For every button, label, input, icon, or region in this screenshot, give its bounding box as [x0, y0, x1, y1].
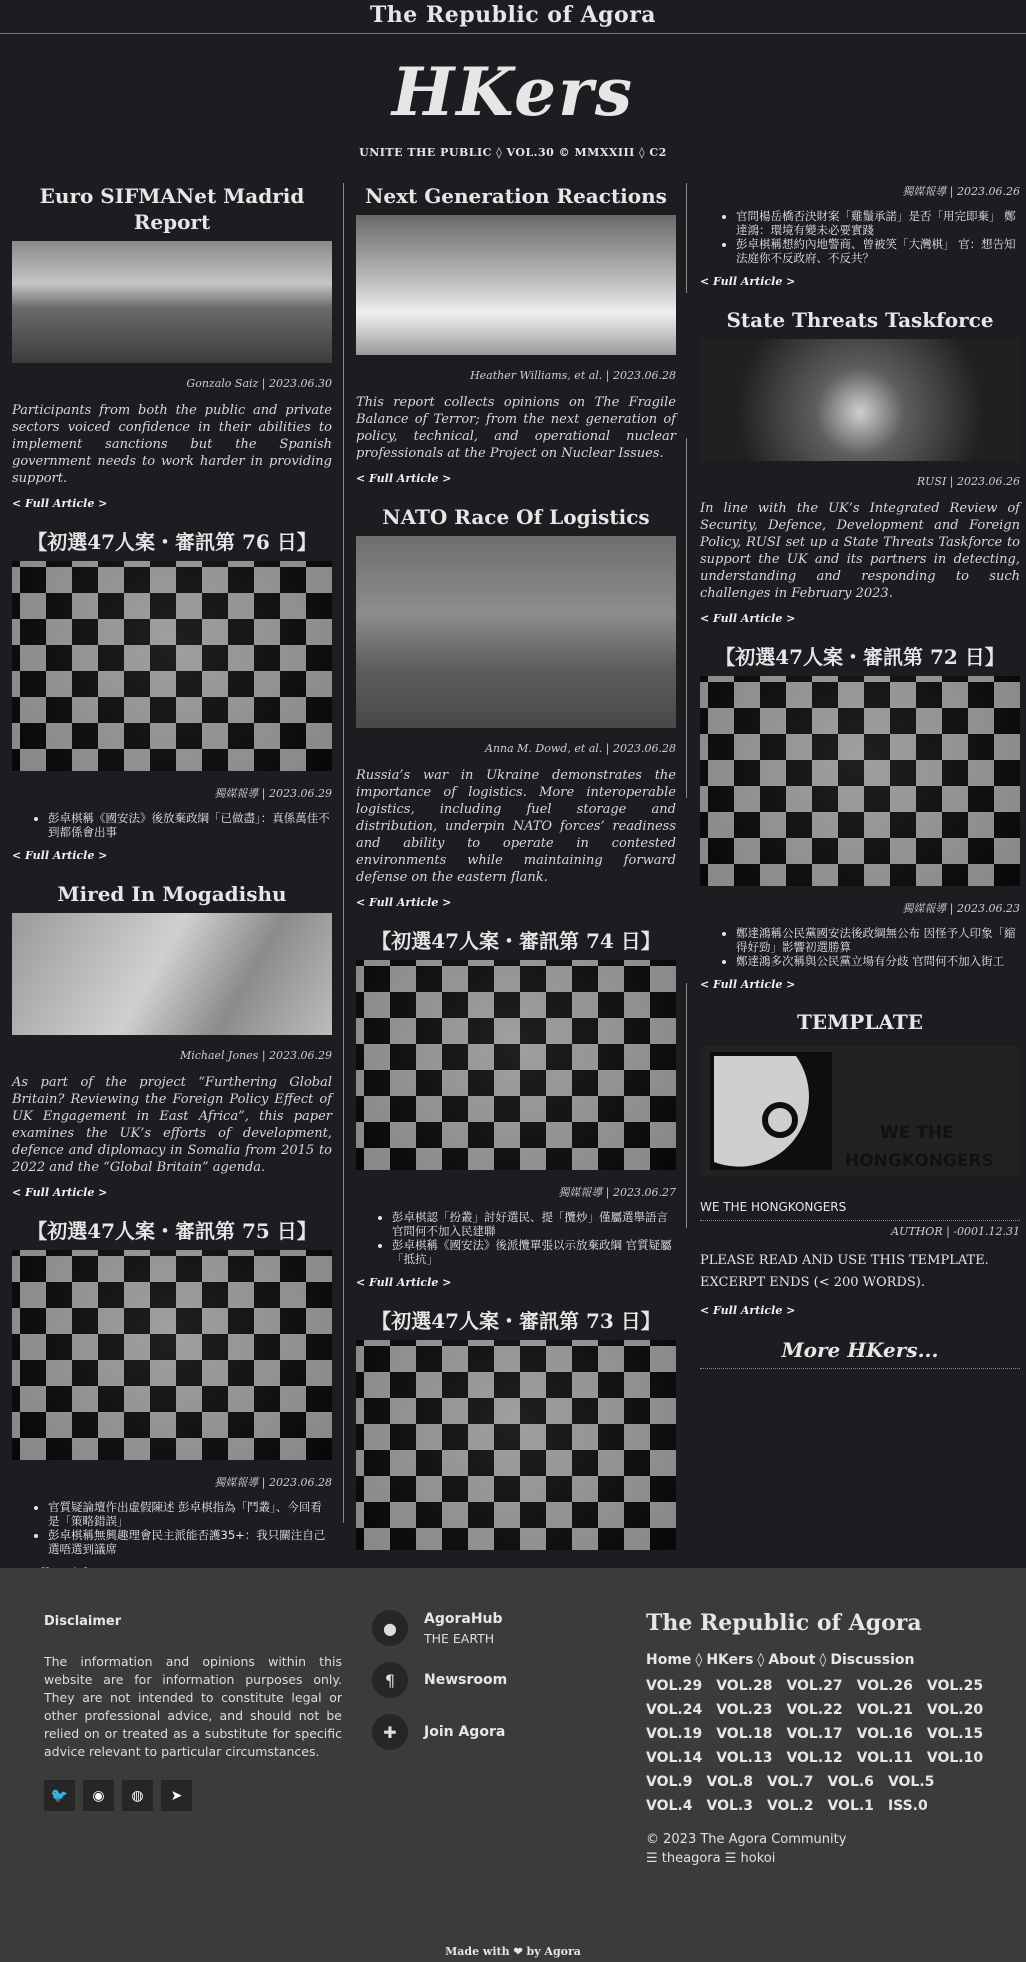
hongkongers-logo-icon	[700, 1046, 1020, 1176]
article-title[interactable]: Euro SIFMANet Madrid Report	[39, 184, 305, 234]
volume-link[interactable]: VOL.12	[786, 1750, 843, 1766]
article-byline: RUSI | 2023.06.26	[916, 475, 1020, 488]
column-divider	[686, 983, 687, 1228]
footer-hub-links	[372, 1610, 612, 1766]
article-byline: Gonzalo Saiz | 2023.06.30	[186, 377, 332, 390]
volume-link[interactable]: VOL.1	[827, 1798, 874, 1814]
full-article-link[interactable]: < Full Article >	[12, 497, 108, 510]
article-title[interactable]: State Threats Taskforce	[726, 308, 994, 332]
article-image-portraits[interactable]	[356, 960, 676, 1170]
article-image-portraits[interactable]	[12, 561, 332, 771]
article-summary: This report collects opinions on The Fragile Balance of Terror; from the next generation of policy, technical, and operational nuclear professionals at the Project on Nuclear Issues.	[356, 395, 676, 461]
volume-link[interactable]: VOL.17	[786, 1726, 843, 1742]
map-marker-icon: ●	[372, 1610, 408, 1646]
article-byline: 獨媒報導 | 2023.06.26	[902, 185, 1020, 198]
bullet-item: • 官問楊岳橋否決財案「雞鬚承諾」是否「用完即棄」 鄭達鴻：環境有變未必要實踐	[736, 209, 1020, 237]
article-summary: Russia’s war in Ukraine demonstrates the importance of logistics. More interoperable logistics, including fuel storage and distribution, underpin NATO forces’ readiness and ability to operate in contested environments while maintaining forward defense on the eastern flank.	[356, 768, 676, 885]
credits-text[interactable]: ☰ theagora ☰ hokoi	[646, 1851, 776, 1866]
article-summary: As part of the project “Furthering Global Britain? Reviewing the Foreign Policy Effect of UK Engagement in East Africa”, this paper examines the UK’s efforts of development, defence and diplomacy in Somalia from 2015 to 2022 and the “Global Britain” agenda.	[12, 1075, 332, 1175]
article-image-soldiers[interactable]	[356, 536, 676, 728]
template-body-line: PLEASE READ AND USE THIS TEMPLATE.	[700, 1253, 989, 1268]
volume-link[interactable]: VOL.16	[856, 1726, 913, 1742]
template-logo-image[interactable]	[700, 1046, 1020, 1176]
nav-separator: ◊	[819, 1652, 827, 1668]
volume-link[interactable]: VOL.4	[646, 1798, 693, 1814]
volume-link[interactable]: VOL.11	[856, 1750, 913, 1766]
article-byline: Heather Williams, et al. | 2023.06.28	[470, 369, 676, 382]
article-byline: Michael Jones | 2023.06.29	[179, 1049, 332, 1062]
copyright-text: © 2023 The Agora Community	[646, 1832, 847, 1847]
column-right	[700, 183, 1020, 1387]
article-image-madrid[interactable]	[12, 241, 332, 363]
volume-link[interactable]: VOL.28	[716, 1678, 773, 1694]
template-title[interactable]: TEMPLATE	[797, 1010, 923, 1034]
twitter-icon[interactable]: 🐦	[44, 1780, 75, 1811]
full-article-link[interactable]: < Full Article >	[12, 1186, 108, 1199]
full-article-link[interactable]: < Full Article >	[356, 472, 452, 485]
column-divider	[686, 438, 687, 798]
article-card	[356, 183, 676, 486]
nav-about[interactable]: About	[768, 1652, 816, 1668]
bullet-item: • 彭卓棋稱《國安法》後派攬單張以示放棄政綱 官質疑屬「抵抗」	[392, 1238, 676, 1266]
article-byline: 獨媒報導 | 2023.06.23	[902, 902, 1020, 915]
article-card	[12, 881, 332, 1200]
volume-link[interactable]: VOL.27	[786, 1678, 843, 1694]
github-icon[interactable]: ◉	[83, 1780, 114, 1811]
volume-link[interactable]: VOL.21	[856, 1702, 913, 1718]
article-byline: 獨媒報導 | 2023.06.28	[214, 1476, 332, 1489]
newsroom-link[interactable]	[372, 1662, 612, 1698]
article-title[interactable]: 【初選47人案・審訊第 72 日】	[715, 645, 1005, 669]
volume-link[interactable]: VOL.23	[716, 1702, 773, 1718]
article-card	[700, 183, 1020, 289]
article-title[interactable]: NATO Race Of Logistics	[382, 505, 650, 529]
template-byline: AUTHOR | -0001.12.31	[891, 1225, 1020, 1238]
article-title[interactable]: 【初選47人案・審訊第 74 日】	[371, 929, 661, 953]
more-hkers-link[interactable]: More HKers...	[700, 1338, 1020, 1369]
disclaimer-title: Disclaimer	[44, 1614, 122, 1629]
republic-title[interactable]: The Republic of Agora	[0, 0, 1026, 34]
article-title[interactable]: 【初選47人案・審訊第 76 日】	[27, 530, 317, 554]
reddit-icon[interactable]: ◍	[122, 1780, 153, 1811]
article-title[interactable]: Mired In Mogadishu	[57, 882, 287, 906]
article-card	[12, 529, 332, 863]
nav-hkers[interactable]: HKers	[706, 1652, 754, 1668]
volume-link[interactable]: VOL.7	[766, 1774, 814, 1790]
article-title[interactable]: Next Generation Reactions	[365, 184, 667, 208]
column-middle	[356, 183, 676, 1568]
disclaimer-block	[44, 1614, 342, 1761]
site-footer	[0, 1568, 1026, 1962]
article-image-bomber[interactable]	[356, 215, 676, 355]
footer-navigation	[646, 1610, 986, 1868]
link-label[interactable]: Join Agora	[424, 1724, 506, 1740]
article-card	[356, 928, 676, 1290]
article-card	[12, 183, 332, 511]
telegram-icon[interactable]: ➤	[161, 1780, 192, 1811]
article-byline: 獨媒報導 | 2023.06.27	[558, 1186, 676, 1199]
full-article-link[interactable]: < Full Article >	[356, 1276, 452, 1289]
volume-link[interactable]: VOL.14	[646, 1750, 703, 1766]
volume-link[interactable]: VOL.22	[786, 1702, 843, 1718]
column-divider	[686, 183, 687, 293]
article-byline: Anna M. Dowd, et al. | 2023.06.28	[485, 742, 676, 755]
logo-text-hongkongers: HONGKONGERS	[845, 1151, 994, 1171]
article-summary: In line with the UK’s Integrated Review of Security, Defence, Development and Foreign Policy, RUSI set up a State Threats Taskforce to support the UK and its partners in detecting, understanding and responding to such challenges in February 2023.	[700, 501, 1020, 601]
template-card	[700, 1010, 1020, 1369]
template-subtitle: WE THE HONGKONGERS	[700, 1200, 1020, 1221]
template-body-line: EXCERPT ENDS (< 200 WORDS).	[700, 1275, 925, 1290]
link-sub: THE EARTH	[424, 1630, 495, 1646]
bullet-item: • 彭卓棋稱《國安法》後放棄政綱「已做盡」：真係萬佳不到都係會出事	[48, 811, 332, 839]
bullet-item: • 鄭達鴻多次稱與公民黨立場有分歧 官問何不加入街工	[736, 954, 1020, 968]
bullet-item: • 官質疑論壇作出虛假陳述 彭卓棋指為「鬥叢」、今回看是「策略錯誤」	[48, 1500, 332, 1528]
article-title[interactable]: 【初選47人案・審訊第 75 日】	[27, 1219, 317, 1243]
article-image-portraits[interactable]	[700, 676, 1020, 886]
social-links	[44, 1780, 192, 1811]
disclaimer-text: The information and opinions within this website are for information purposes only. They are not intended to constitute legal or other professional advice, and should not be relied on or treated as a substitute for specific advice relevant to particular circumstances.	[44, 1654, 342, 1759]
volume-link[interactable]: VOL.29	[646, 1678, 703, 1694]
article-summary: Participants from both the public and private sectors voiced confidence in their abilities to implement sanctions but the Spanish government needs to work harder in providing support.	[12, 403, 332, 486]
volume-link[interactable]: VOL.25	[926, 1678, 984, 1694]
link-label[interactable]: AgoraHub	[424, 1610, 503, 1627]
volume-link[interactable]: VOL.10	[926, 1750, 984, 1766]
volume-link[interactable]: VOL.9	[646, 1774, 693, 1790]
column-divider	[343, 183, 344, 1523]
column-left	[12, 183, 332, 1598]
full-article-link[interactable]: < Full Article >	[700, 978, 796, 991]
volume-link[interactable]: VOL.8	[706, 1774, 753, 1790]
article-bullets	[48, 1500, 332, 1556]
article-card	[356, 504, 676, 910]
nav-discussion[interactable]: Discussion	[830, 1652, 915, 1668]
link-label[interactable]: Newsroom	[424, 1672, 508, 1688]
article-image-mogadishu[interactable]	[12, 913, 332, 1035]
volume-link[interactable]: VOL.2	[766, 1798, 814, 1814]
masthead-title[interactable]: HKers	[391, 53, 635, 131]
volume-link[interactable]: ISS.0	[887, 1798, 928, 1814]
article-card	[356, 1308, 676, 1550]
article-image-portraits[interactable]	[12, 1250, 332, 1460]
pilcrow-icon: ¶	[372, 1662, 408, 1698]
edition-line: UNITE THE PUBLIC ◊ VOL.30 © MMXXIII ◊ C2	[359, 146, 667, 159]
article-bullets	[736, 926, 1020, 968]
volume-link[interactable]: VOL.6	[827, 1774, 874, 1790]
footer-brand[interactable]: The Republic of Agora	[646, 1610, 922, 1636]
logo-text-we-the: WE THE	[880, 1123, 954, 1143]
article-bullets	[48, 811, 332, 839]
agorahub-link[interactable]	[372, 1610, 612, 1646]
volume-link[interactable]: VOL.18	[716, 1726, 773, 1742]
article-bullets	[392, 1210, 676, 1266]
article-image-portraits[interactable]	[356, 1340, 676, 1550]
volume-link[interactable]: VOL.15	[926, 1726, 984, 1742]
join-agora-link[interactable]	[372, 1714, 612, 1750]
article-bullets	[736, 209, 1020, 265]
nav-separator: ◊	[757, 1652, 765, 1668]
article-card	[12, 1218, 332, 1580]
volume-links	[646, 1678, 986, 1814]
full-article-link[interactable]: < Full Article >	[700, 612, 796, 625]
volume-link[interactable]: VOL.26	[856, 1678, 913, 1694]
article-card	[700, 307, 1020, 626]
volume-link[interactable]: VOL.5	[887, 1774, 935, 1790]
bullet-item: • 彭卓棋稱無興趣理會民主派能否護35+：我只關注自己選唔選到議席	[48, 1528, 332, 1556]
bullet-item: • 鄭達鴻稱公民黨國安法後政綱無公布 因怪予人印象「縮得好勁」影響初選勝算	[736, 926, 1020, 954]
volume-link[interactable]: VOL.24	[646, 1702, 703, 1718]
made-with-credit: Made with ❤ by Agora	[445, 1945, 581, 1958]
nav-separator: ◊	[695, 1652, 703, 1668]
volume-link[interactable]: VOL.13	[716, 1750, 773, 1766]
volume-link[interactable]: VOL.20	[926, 1702, 984, 1718]
bullet-item: • 彭卓棋認「扮叢」討好選民、提「攬炒」僅屬選舉語言 官問何不加入民建聯	[392, 1210, 676, 1238]
puzzle-icon: ✚	[372, 1714, 408, 1750]
article-byline: 獨媒報導 | 2023.06.29	[214, 787, 332, 800]
article-card	[700, 644, 1020, 992]
full-article-link[interactable]: < Full Article >	[12, 849, 108, 862]
volume-link[interactable]: VOL.19	[646, 1726, 703, 1742]
article-title[interactable]: 【初選47人案・審訊第 73 日】	[371, 1309, 661, 1333]
article-image-server[interactable]	[700, 339, 1020, 461]
bullet-item: • 彭卓棋稱想約內地警商、曾被笑「大灣棋」 官：想告知法庭你不反政府、不反共？	[736, 237, 1020, 265]
footer-main-nav	[646, 1652, 986, 1668]
footer-copyright-block	[646, 1830, 986, 1868]
full-article-link[interactable]: < Full Article >	[700, 275, 796, 288]
template-body	[700, 1250, 1020, 1294]
full-article-link[interactable]: < Full Article >	[700, 1304, 796, 1317]
volume-link[interactable]: VOL.3	[706, 1798, 753, 1814]
full-article-link[interactable]: < Full Article >	[356, 896, 452, 909]
nav-home[interactable]: Home	[646, 1652, 692, 1668]
